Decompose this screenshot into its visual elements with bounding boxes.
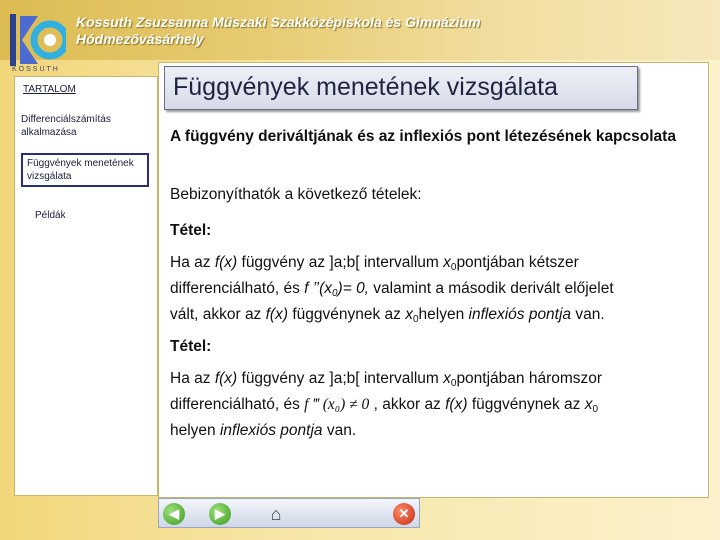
third-derivative-formula: f ‴ (x₀) ≠ 0	[304, 396, 370, 413]
school-logo-icon	[8, 10, 66, 70]
page-title: Függvények menetének vizsgálata	[173, 73, 558, 101]
school-city: Hódmezővásárhely	[76, 31, 204, 47]
school-title	[76, 14, 481, 48]
theorem2-heading: Tétel:	[170, 338, 212, 355]
right-arrow-icon[interactable]: ▶	[209, 503, 231, 525]
theorem1-text: Ha az f(x) függvény az ]a;b[ intervallum $x_0pontjában$ kétszer differenciálható, és f $’’(x_0)= 0$, valamint a második derivált előjelet vált, akkor az f(x) függvénynek az $x_0helyen$ inflexiós pontja van.	[170, 254, 614, 325]
sidebar-item-functions[interactable]: Függvények menetének vizsgálata	[21, 153, 149, 187]
home-icon[interactable]: ⌂	[270, 503, 282, 524]
sidebar-item-contents[interactable]: TARTALOM	[23, 84, 76, 95]
theorem1-heading: Tétel:	[170, 222, 212, 239]
logo-caption: KOSSUTH	[12, 66, 60, 73]
sidebar-item-examples[interactable]: Példák	[35, 210, 66, 221]
theorem2-text: Ha az f(x) függvény az ]a;b[ intervallum $x_0pontjában$ háromszor differenciálható, és f ‴ (x₀) ≠ 0 , akkor az f(x) függvénynek az $x_0$ helyen inflexiós pontja van.	[170, 370, 603, 439]
navigation-toolbar	[158, 498, 420, 528]
sidebar-item-differential[interactable]: Differenciálszámítás alkalmazása	[21, 114, 111, 138]
close-icon[interactable]: ✕	[393, 503, 415, 525]
section-subtitle: A függvény deriváltjának és az inflexiós pont létezésének kapcsolata	[170, 128, 676, 145]
left-arrow-icon[interactable]: ◀	[163, 503, 185, 525]
intro-text: Bebizonyíthatók a következő tételek:	[170, 186, 422, 203]
sidebar-nav	[14, 76, 158, 496]
title-box	[164, 66, 638, 110]
school-name: Kossuth Zsuzsanna Műszaki Szakközépiskola és Gimnázium	[76, 14, 481, 30]
